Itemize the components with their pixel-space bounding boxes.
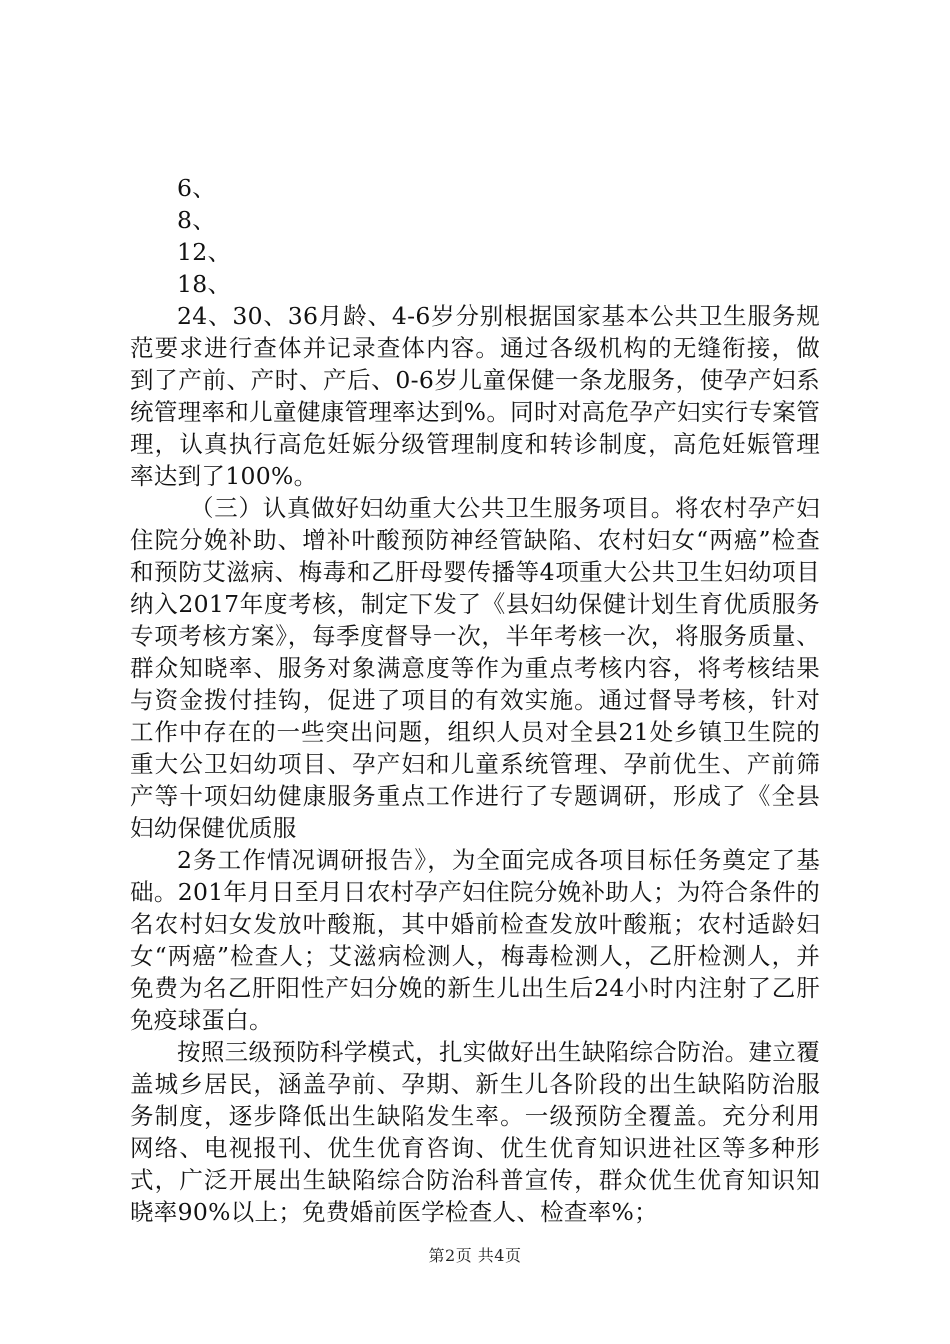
list-marker-18: 18、 [177,270,232,298]
list-marker-8: 8、 [177,206,217,234]
list-marker-12: 12、 [177,238,232,266]
document-body [130,172,820,1228]
list-marker-6: 6、 [177,174,217,202]
paragraph-child-health-checkups: 24、30、36月龄、4-6岁分别根据国家基本公共卫生服务规范要求进行查体并记录查体内容。通过各级机构的无缝衔接，做到了产前、产时、产后、0-6岁儿童保健一条龙服务，使孕产妇系统管理率和儿童健康管理率达到%。同时对高危孕产妇实行专案管理，认真执行高危妊娠分级管理制度和转诊制度，高危妊娠管理率达到了100%。 [130,302,820,490]
paragraph-public-health-projects: （三）认真做好妇幼重大公共卫生服务项目。将农村孕产妇住院分娩补助、增补叶酸预防神经管缺陷、农村妇女“两癌”检查和预防艾滋病、梅毒和乙肝母婴传播等4项重大公共卫生妇幼项目纳入2017年度考核，制定下发了《县妇幼保健计划生育优质服务专项考核方案》，每季度督导一次，半年考核一次，将服务质量、群众知晓率、服务对象满意度等作为重点考核内容，将考核结果与资金拨付挂钩，促进了项目的有效实施。通过督导考核，针对工作中存在的一些突出问题，组织人员对全县21处乡镇卫生院的重大公卫妇幼项目、孕产妇和儿童系统管理、孕前优生、产前筛产等十项妇幼健康服务重点工作进行了专题调研，形成了《全县妇幼保健优质服 [130,494,820,842]
paragraph-birth-defect-prevention: 按照三级预防科学模式，扎实做好出生缺陷综合防治。建立覆盖城乡居民，涵盖孕前、孕期、新生儿各阶段的出生缺陷防治服务制度，逐步降低出生缺陷发生率。一级预防全覆盖。充分利用网络、电视报刊、优生优育咨询、优生优育知识进社区等多种形式，广泛开展出生缺陷综合防治科普宣传，群众优生优育知识知晓率90%以上；免费婚前医学检查人、检查率%； [130,1038,820,1226]
page-number-footer: 第2页 共4页 [428,1246,522,1265]
paragraph-survey-report: 2务工作情况调研报告》，为全面完成各项目标任务奠定了基础。201年月日至月日农村孕产妇住院分娩补助人；为符合条件的名农村妇女发放叶酸瓶，其中婚前检查发放叶酸瓶；农村适龄妇女“两癌”检查人；艾滋病检测人，梅毒检测人，乙肝检测人，并免费为名乙肝阳性产妇分娩的新生儿出生后24小时内注射了乙肝免疫球蛋白。 [130,846,820,1034]
